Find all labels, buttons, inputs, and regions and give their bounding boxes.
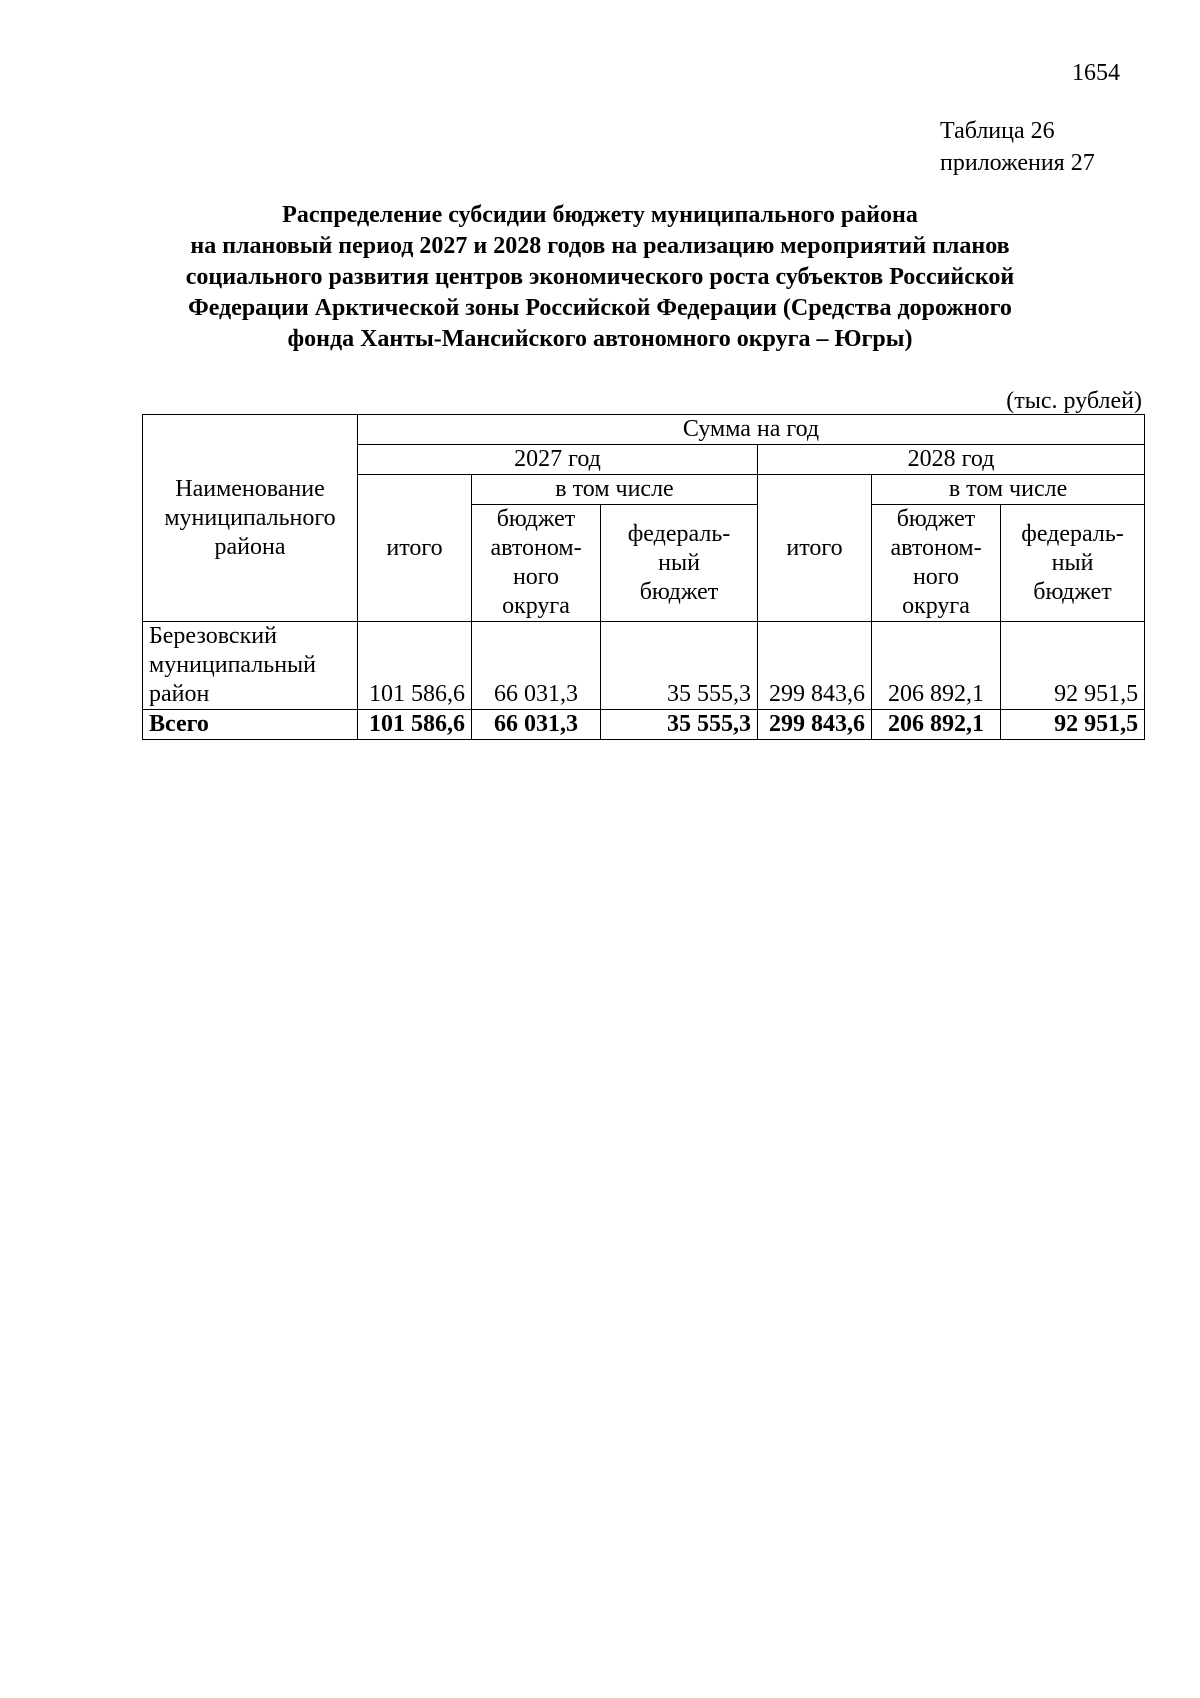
document-title: Распределение субсидии бюджету муниципального района на плановый период 2027 и 2028 годов на реализацию мероприятий планов социального развития центров экономического роста субъектов Российской Федерации Арктической зоны Российской Федерации (Средства дорожного фонда Ханты-Мансийского автономного округа – Югры) xyxy=(185,202,1015,352)
header-okrug-budget-2028: бюджет автоном- ного округа xyxy=(872,505,1001,622)
header-row-1 xyxy=(143,415,1145,445)
page-number: 1654 xyxy=(1072,60,1120,86)
total-label-cell: Всего xyxy=(143,710,358,740)
value-cell-total-2027: 101 586,6 xyxy=(358,622,472,710)
header-total-2027: итого xyxy=(358,475,472,622)
table-reference xyxy=(940,115,1140,179)
units-note: (тыс. рублей) xyxy=(1006,388,1142,414)
subsidy-table xyxy=(142,414,1145,740)
header-federal-budget-2027: федераль- ный бюджет xyxy=(601,505,758,622)
total-cell-okrug-2028: 206 892,1 xyxy=(872,710,1001,740)
value-cell-federal-2027: 35 555,3 xyxy=(601,622,758,710)
header-federal-budget-2028: федераль- ный бюджет xyxy=(1001,505,1145,622)
table-number: Таблица 26 xyxy=(940,118,1055,144)
header-okrug-budget-2027: бюджет автоном- ного округа xyxy=(472,505,601,622)
header-sum-per-year: Сумма на год xyxy=(358,415,1145,445)
appendix-number: приложения 27 xyxy=(940,150,1095,176)
header-including-2027: в том числе xyxy=(472,475,758,505)
header-district-name: Наименование муниципального района xyxy=(143,415,358,622)
value-cell-okrug-2027: 66 031,3 xyxy=(472,622,601,710)
header-year-2027: 2027 год xyxy=(358,445,758,475)
total-cell-federal-2028: 92 951,5 xyxy=(1001,710,1145,740)
value-cell-okrug-2028: 206 892,1 xyxy=(872,622,1001,710)
header-including-2028: в том числе xyxy=(872,475,1145,505)
total-cell-federal-2027: 35 555,3 xyxy=(601,710,758,740)
value-cell-total-2028: 299 843,6 xyxy=(758,622,872,710)
header-year-2028: 2028 год xyxy=(758,445,1145,475)
total-cell-total-2027: 101 586,6 xyxy=(358,710,472,740)
district-name-cell: Березовский муниципальный район xyxy=(143,622,358,710)
value-cell-federal-2028: 92 951,5 xyxy=(1001,622,1145,710)
total-cell-total-2028: 299 843,6 xyxy=(758,710,872,740)
header-total-2028: итого xyxy=(758,475,872,622)
table-row xyxy=(143,622,1145,710)
total-row xyxy=(143,710,1145,740)
total-cell-okrug-2027: 66 031,3 xyxy=(472,710,601,740)
